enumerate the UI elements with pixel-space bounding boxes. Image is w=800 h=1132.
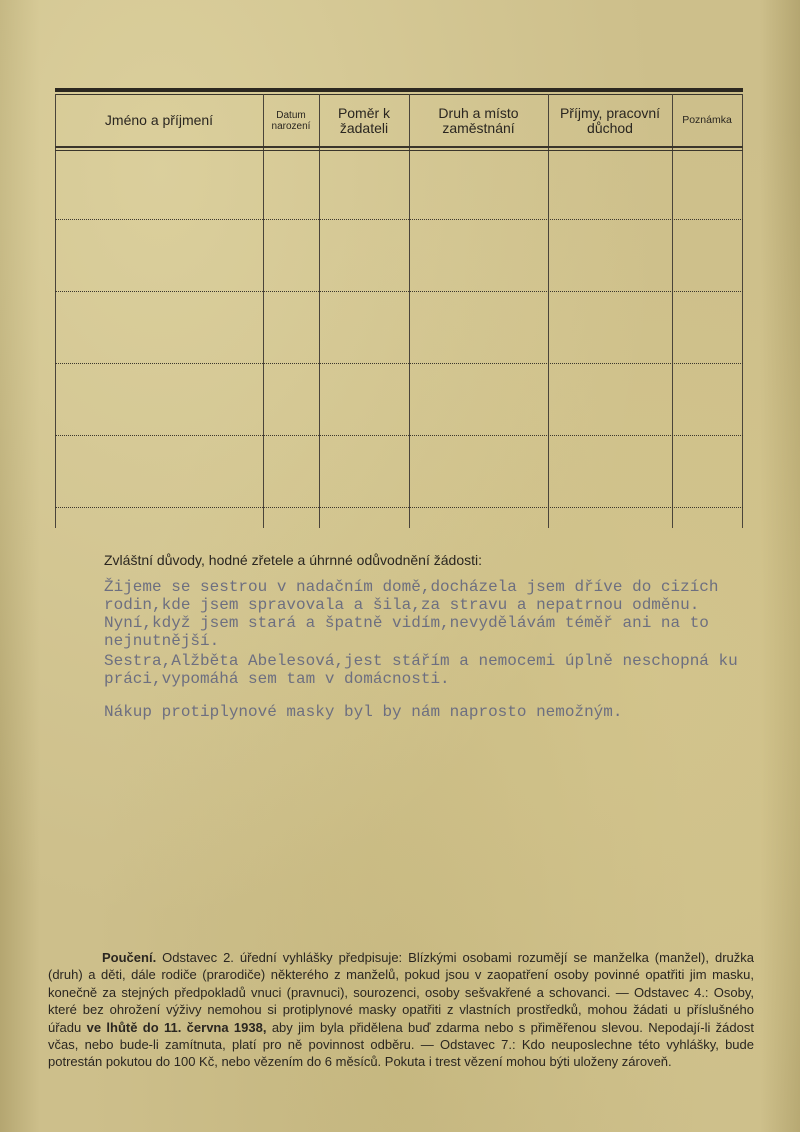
typed-reason-paragraph-3: Nákup protiplynové masky byl by nám naprosto nemožným. — [104, 703, 623, 721]
reasons-label: Zvláštní důvody, hodné zřetele a úhrnné odůvodnění žádosti: — [104, 552, 482, 568]
typed-reason-paragraph-2: Sestra,Alžběta Abelesová,jest stářím a nemocemi úplně neschopná ku práci,vypomáhá sem tam v domácnosti. — [104, 652, 748, 688]
header-employment: Druh a místo zaměstnání — [438, 104, 519, 136]
header-name: Jméno a příjmení — [104, 112, 214, 129]
typed-reason-paragraph-1: Žijeme se sestrou v nadačním domě,docházela jsem dříve do cizích rodin,kde jsem spravovala a šila,za stravu a nepatrnou odměnu. Nyní,když jsem stará a špatně vidím,nevydělávám téměř ani na to nejnutnější. — [104, 578, 729, 650]
header-relation: Poměr k žadateli — [337, 104, 391, 136]
notice-text-part-1: Odstavec 2. úřední vyhlášky předpisuje: Blízkými osobami rozumějí se manželka (manžel), družka (druh) a děti, dále rodiče (prarodiče) některého z manželů, pokud jsou v zaopatření osoby povinné opatřiti jim masku, konečně za stejných předpokladů vnuci (pravnuci), sourozenci, osoby sešvakřené a schovanci. — Odstavec 4.: Osoby, které bez ohrožení výživy nemohou si protiplynové masky opatřiti z vlastních prostředků, mohou žádati u příslušného úřadu — [48, 950, 754, 1035]
table-row — [55, 219, 743, 220]
column-divider — [548, 94, 549, 528]
header-birth-date: Datum narození — [271, 110, 311, 132]
column-divider — [55, 94, 56, 528]
column-divider — [263, 94, 264, 528]
instructions-notice — [48, 949, 754, 1071]
column-divider — [742, 94, 743, 528]
column-divider — [409, 94, 410, 528]
table-row — [55, 363, 743, 364]
header-note: Poznámka — [682, 114, 732, 127]
notice-deadline: ve lhůtě do 11. června 1938, — [86, 1019, 267, 1035]
notice-title: Poučení. — [102, 950, 157, 965]
household-members-table — [55, 88, 743, 528]
table-row — [55, 435, 743, 436]
header-bottom-rule — [55, 146, 743, 148]
header-income: Příjmy, pracovní důchod — [559, 104, 661, 136]
table-top-rule — [55, 88, 743, 92]
table-top-rule-thin — [55, 94, 743, 95]
notice-text-part-2: aby jim byla přidělena buď zdarma nebo s přiměřenou slevou. Nepodají-li žádost včas, nebo bude-li zamítnuta, platí pro ně povinnost odběru. — Odstavec 7.: Kdo neuposlechne této vyhlášky, bude potrestán pokutou do 100 Kč, nebo vězením do 6 měsíců. Pokuta i trest vězení mohou býti uloženy zároveň. — [48, 1019, 754, 1070]
column-divider — [672, 94, 673, 528]
column-divider — [319, 94, 320, 528]
table-row — [55, 291, 743, 292]
header-bottom-rule-thin — [55, 150, 743, 151]
table-row — [55, 507, 743, 508]
